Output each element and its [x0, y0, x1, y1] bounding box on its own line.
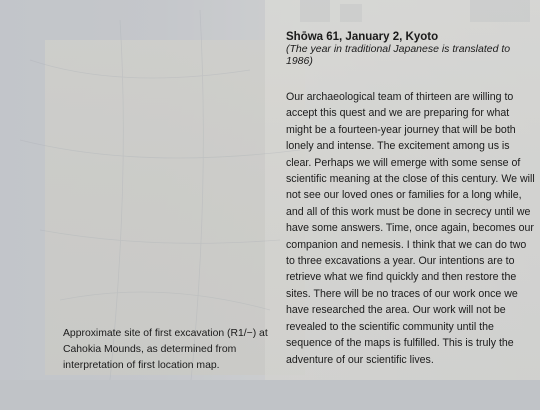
- journal-entry: [286, 31, 536, 368]
- excavation-caption: Approximate site of first excavation (R1/−) at Cahokia Mounds, as determined from interpretation of first location map.: [63, 328, 268, 372]
- journal-heading: Shōwa 61, January 2, Kyoto: [286, 31, 439, 43]
- bottom-margin: [0, 380, 540, 410]
- journal-body: Our archaeological team of thirteen are willing to accept this quest and we are preparing for what might be a fourteen-year journey that will be both lonely and intense. The excitement among us is clear. Perhaps we will emerge with some sense of scientific meaning at the close of this century. We will not see our loved ones or families for a long while, and all of this work must be done in secrecy until we have some answers. Time, once again, becomes our companion and nemesis. I think that we can do two to three excavations a year. Our intentions are to retrieve what we find quickly and then restore the sites. There will be no traces of our work once we have researched the area. Our work will not be revealed to the scientific community until the sequence of the maps is fulfilled. This is truly the adventure of our scientific lives.: [286, 91, 535, 366]
- journal-subheading: (The year in traditional Japanese is translated to 1986): [286, 43, 511, 67]
